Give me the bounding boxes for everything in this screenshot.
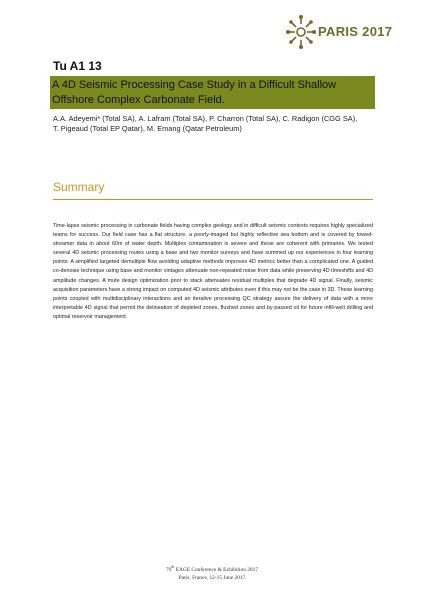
author-line-2: T. Pigeaud (Total EP Qatar), M. Emang (Qatar Petroleum) (53, 124, 242, 133)
summary-divider (53, 199, 373, 200)
paper-title-line-2: Offshore Complex Carbonate Field. (52, 94, 225, 106)
paper-title-line-1: A 4D Seismic Processing Case Study in a Difficult Shallow (52, 79, 337, 91)
page-footer (0, 567, 424, 582)
footer-conference-name: EAGE Conference & Exhibition 2017 (174, 567, 259, 573)
footer-ordinal: th (171, 565, 175, 570)
summary-text: Time-lapse seismic processing in carbonate fields having complex geology and in difficult seismic contexts requires highly specialized teams for success. Our field case has a flat structure, a poorly-imaged but highly reflective sea bottom and is covered by towed-streamer data in about 60m of water depth. Multiples contamination is severe and these are coherent with primaries. We tested several 4D seismic processing routes using a base and two monitor surveys and have summed up our experiences in four learning points: A simplified targeted demultiple flow avoiding adaptive methods improves 4D metrics better than a complicated one. A guided co-denoise technique using base and monitor vintages attenuate non-repeated noise from data while preserving 4D timeshifts and 4D amplitude changes. A mute design optimization prior to stack attenuates residual multiples that degrade 4D signal. Finally, seismic acquisition parameters have a strong impact on computed 4D seismic attributes even if this may not be the case in 3D. These learning points coupled with multidisciplinary interactions and an iterative processing QC strategy assure the delivery of data with a more interpretable 4D signal that permit the delineation of depleted zones, flushed zones and by-passed oil for future infill-well drilling and optimal reservoir management. (53, 223, 373, 320)
paper-code: Tu A1 13 (53, 59, 102, 73)
summary-heading: Summary (53, 180, 105, 194)
rosette-logo-icon (286, 14, 316, 50)
footer-location-line: Paris, France, 12-15 June 2017 (178, 574, 246, 581)
footer-edition-number: 79 (165, 567, 172, 573)
logo-text: PARIS 2017 (318, 24, 393, 39)
author-list (53, 114, 383, 134)
author-line-1: A.A. Adeyemi* (Total SA), A. Lafram (Total SA), P. Charron (Total SA), C. Radigon (CGG SA), (53, 114, 358, 123)
conference-logo (286, 14, 392, 50)
footer-conference-line (0, 567, 424, 575)
